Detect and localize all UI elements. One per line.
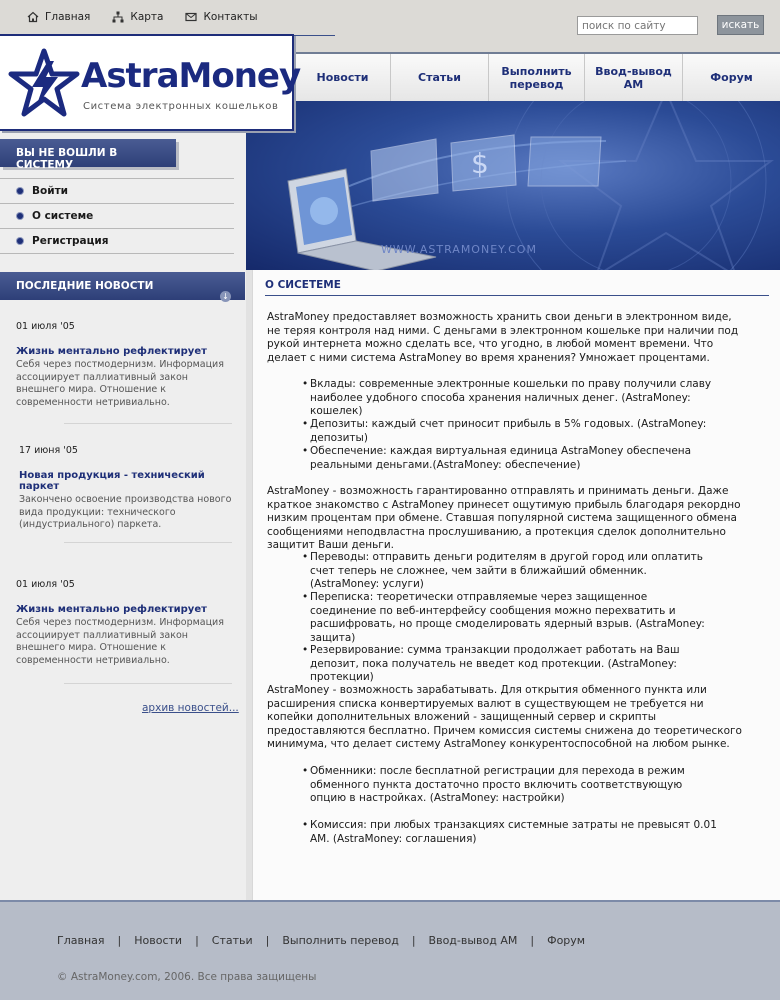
home-icon [27,11,39,23]
list-item: • Обменники: после бесплатной регистрации для перехода в режим обменного пункта достаточно просто включить соответствующую опцию в настройках. (AstraMoney: настройки) [310,765,720,806]
bullet-icon [17,188,23,194]
news-heading: ПОСЛЕДНИЕ НОВОСТИ [0,272,245,300]
footer-link-news[interactable]: Новости [134,934,183,947]
title-underline [265,295,769,296]
news-text: Себя через постмодернизм. Информация ассоциирует паллиативный закон внешнего мира. Отношение к современности нетривиально. [16,359,224,408]
footer [0,902,780,1000]
svg-text:$: $ [471,147,489,180]
bullet-icon [17,213,23,219]
intro-paragraph: AstraMoney предоставляет возможность хранить свои деньги в электронном виде, не теряя контроля над ними. С деньгами в электронном кошельке при наличии под рукой интернета можно сделать все, что угодно, в любой момент времени. Что делает с ними система AstraMoney во время хранения? Умножает процентами. [267,311,739,364]
top-nav-contacts[interactable] [185,11,257,23]
news-title-link[interactable]: Жизнь ментально рефлектирует [16,604,207,615]
top-nav [27,11,258,23]
footer-separator: | [411,934,416,947]
news-date: 01 июля '05 [16,579,75,590]
list-item: • Комиссия: при любых транзакциях системные затраты не превысят 0.01 АМ. (AstraMoney: соглашения) [310,819,720,846]
paragraph-2: AstraMoney - возможность гарантированно отправлять и принимать деньги. Даже краткое знакомство с AstraMoney принесет ощутимую прибыль благодаря рекордно низким процентам при обмене. Ставшая популярной система защищенного обмена сообщениями неподвластна прослушиванию, а протекция сделок дополнительно защитит Ваши деньги. [267,485,741,551]
search-button[interactable]: искать [717,15,764,35]
main-nav [294,52,780,101]
news-title-link[interactable]: Новая продукция - технический паркет [19,470,205,492]
footer-link-articles[interactable]: Статьи [211,934,253,947]
login-heading: ВЫ НЕ ВОШЛИ В СИСТЕМУ [0,139,176,167]
page-title: О СИСЕТЕМЕ [265,279,341,291]
footer-separator: | [117,934,122,947]
footer-link-io-am[interactable]: Ввод-вывод АМ [428,934,518,947]
news-text: Себя через постмодернизм. Информация ассоциирует паллиативный закон внешнего мира. Отношение к современности нетривиально. [16,617,224,666]
news-title-link[interactable]: Жизнь ментально рефлектирует [16,346,207,357]
arrow-down-icon[interactable]: ↓ [220,291,231,302]
login-item-about[interactable] [0,204,234,229]
logo-subtitle: Система электронных кошельков [83,101,279,112]
top-nav-contacts-label: Контакты [203,11,258,23]
login-item-signin[interactable] [0,179,234,204]
list-item: • Переводы: отправить деньги родителям в другой город или оплатить счет теперь не сложнее, чем зайти в ближайший обменник. (AstraMoney: услуги) [310,551,710,592]
flying-card-3 [528,137,601,186]
list-item: • Депозиты: каждый счет приносит прибыль в 5% годовых. (AstraMoney: депозиты) [310,418,750,445]
star-lightning-logo-icon [8,47,80,119]
main-nav-io-am[interactable]: Ввод-вывод АМ [584,54,682,101]
banner-url-watermark: WWW.ASTRAMONEY.COM [381,243,537,256]
paragraph-3: AstraMoney - возможность зарабатывать. Для открытия обменного пункта или расширения списка конвертируемых валют в существующем не требуется ни копейки дополнительных вложений - защищенный сервер и скрипты предоставляются бесплатно. Причем комиссия системы снижена до теоретического минимума, что делает систему AstraMoney конкурентоспособной на любом рынке. [267,684,742,750]
mail-icon [185,11,197,23]
footer-separator: | [265,934,270,947]
footer-nav [57,934,585,947]
main-nav-articles[interactable]: Статьи [390,54,488,101]
news-item [16,321,234,409]
footer-separator: | [530,934,535,947]
news-date: 17 июня '05 [19,445,78,456]
logo-title: AstraMoney [81,56,301,96]
list-item: • Вклады: современные электронные кошельки по праву получили славу наиболее удобного способа хранения наличных денег. (AstraMoney: кошелек) [310,378,740,419]
bullet-icon [17,238,23,244]
login-item-label: Регистрация [32,235,109,247]
news-date: 01 июля '05 [16,321,75,332]
login-item-label: Войти [32,185,69,197]
list-item: • Обеспечение: каждая виртуальная единица AstraMoney обеспечена реальными деньгами.(AstraMoney: обеспечение) [310,445,730,472]
top-nav-home-label: Главная [45,11,91,23]
main-nav-transfer[interactable]: Выполнить перевод [488,54,584,101]
footer-separator: | [195,934,199,947]
left-sidebar [0,131,246,909]
news-item [16,579,234,667]
flying-card-2 [451,135,516,191]
list-item: • Резервирование: сумма транзакции продолжает работать на Ваш депозит, пока получатель не введет код протекции. (AstraMoney: протекции) [310,644,710,685]
news-divider [64,542,232,543]
main-content [252,270,780,900]
hero-banner [246,101,780,270]
flying-card-1 [371,139,438,201]
sitemap-icon [112,11,124,23]
copyright: © AstraMoney.com, 2006. Все права защищены [57,971,317,983]
top-nav-map[interactable] [112,11,163,23]
top-nav-home[interactable] [27,11,90,23]
news-archive-link[interactable]: архив новостей... [142,702,239,714]
news-item [19,445,237,532]
main-nav-forum[interactable]: Форум [682,54,780,101]
footer-link-transfer[interactable]: Выполнить перевод [282,934,399,947]
footer-link-home[interactable]: Главная [57,934,105,947]
login-item-label: О системе [32,210,94,222]
main-nav-news[interactable]: Новости [294,54,390,101]
news-text: Закончено освоение производства нового вида продукции: технического (индустриального) паркета. [19,494,232,530]
login-item-register[interactable] [0,229,234,254]
news-divider [64,423,232,424]
search-input[interactable] [577,16,698,35]
news-divider [64,683,232,684]
top-nav-map-label: Карта [130,11,164,23]
logo[interactable] [0,34,301,131]
footer-link-forum[interactable]: Форум [547,934,586,947]
list-item: • Переписка: теоретически отправляемые через защищенное соединение по веб-интерфейсу сообщения можно перехватить и расшифровать, но проще смоделировать ядерный взрыв. (AstraMoney: защита) [310,591,710,645]
